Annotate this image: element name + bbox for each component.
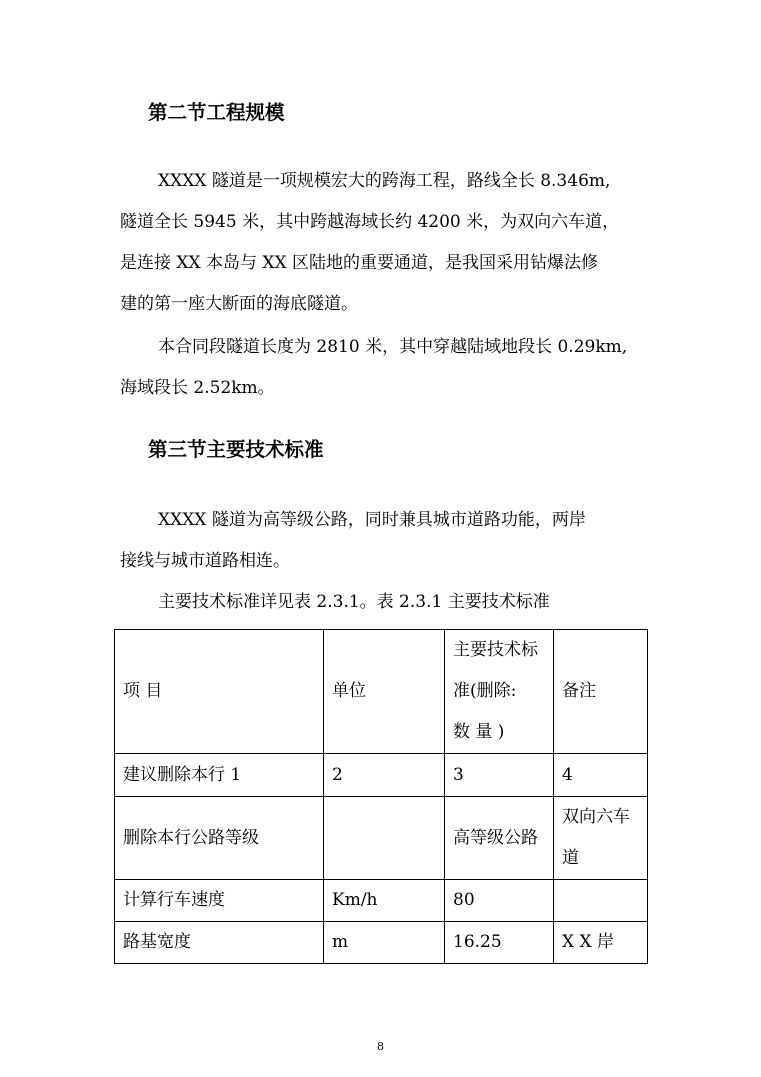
cell-value: 3 (445, 754, 554, 797)
section-2-paragraph-2 (120, 327, 650, 409)
table-header-row (115, 630, 648, 754)
table-row (115, 797, 648, 880)
text-line: 隧道全长 5945 米，其中跨越海域长约 4200 米，为双向六车道， (120, 212, 620, 232)
header-standard-line: 准(删除: (453, 681, 517, 701)
text-line: 建的第一座大断面的海底隧道。 (120, 294, 358, 314)
cell-note-line: 道 (562, 848, 579, 868)
header-standard-line: 数 量 ) (453, 722, 505, 742)
table-caption-text: 主要技术标准详见表 2.3.1。表 2.3.1 主要技术标准 (158, 592, 550, 612)
text-line: 是连接 XX 本岛与 XX 区陆地的重要通道，是我国采用钻爆法修 (120, 253, 599, 273)
section-3-heading: 第三节主要技术标准 (148, 438, 324, 461)
header-standard (445, 630, 554, 754)
text-line: 海域段长 2.52km。 (120, 378, 275, 398)
section-2-paragraph-1 (120, 161, 650, 325)
cell-note (554, 797, 648, 880)
text-line: 接线与城市道路相连。 (120, 551, 290, 571)
cell-value: 80 (445, 880, 554, 922)
cell-item: 删除本行公路等级 (115, 797, 324, 880)
text-line: XXXX 隧道为高等级公路，同时兼具城市道路功能，两岸 (158, 510, 586, 530)
cell-note (554, 880, 648, 922)
cell-unit (324, 797, 445, 880)
cell-unit: m (324, 922, 445, 964)
page-number: 8 (377, 1040, 384, 1053)
header-standard-line: 主要技术标 (453, 640, 538, 660)
cell-item: 建议删除本行 1 (115, 754, 324, 797)
cell-note: X X 岸 (554, 922, 648, 964)
table-caption (120, 582, 650, 623)
cell-value: 16.25 (445, 922, 554, 964)
text-line: XXXX 隧道是一项规模宏大的跨海工程，路线全长 8.346m, (158, 171, 611, 191)
cell-unit: 2 (324, 754, 445, 797)
cell-note: 4 (554, 754, 648, 797)
text-line: 本合同段隧道长度为 2810 米，其中穿越陆域地段长 0.29km, (158, 337, 628, 357)
section-3-paragraph-1 (120, 500, 650, 582)
header-note: 备注 (554, 630, 648, 754)
cell-unit: Km/h (324, 880, 445, 922)
table-row (115, 922, 648, 964)
cell-value: 高等级公路 (445, 797, 554, 880)
table-row (115, 880, 648, 922)
header-unit: 单位 (324, 630, 445, 754)
cell-item: 路基宽度 (115, 922, 324, 964)
table-row (115, 754, 648, 797)
technical-standards-table (114, 629, 648, 964)
header-item: 项 目 (115, 630, 324, 754)
section-2-heading: 第二节工程规模 (148, 101, 285, 124)
cell-note-line: 双向六车 (562, 807, 630, 827)
cell-item: 计算行车速度 (115, 880, 324, 922)
